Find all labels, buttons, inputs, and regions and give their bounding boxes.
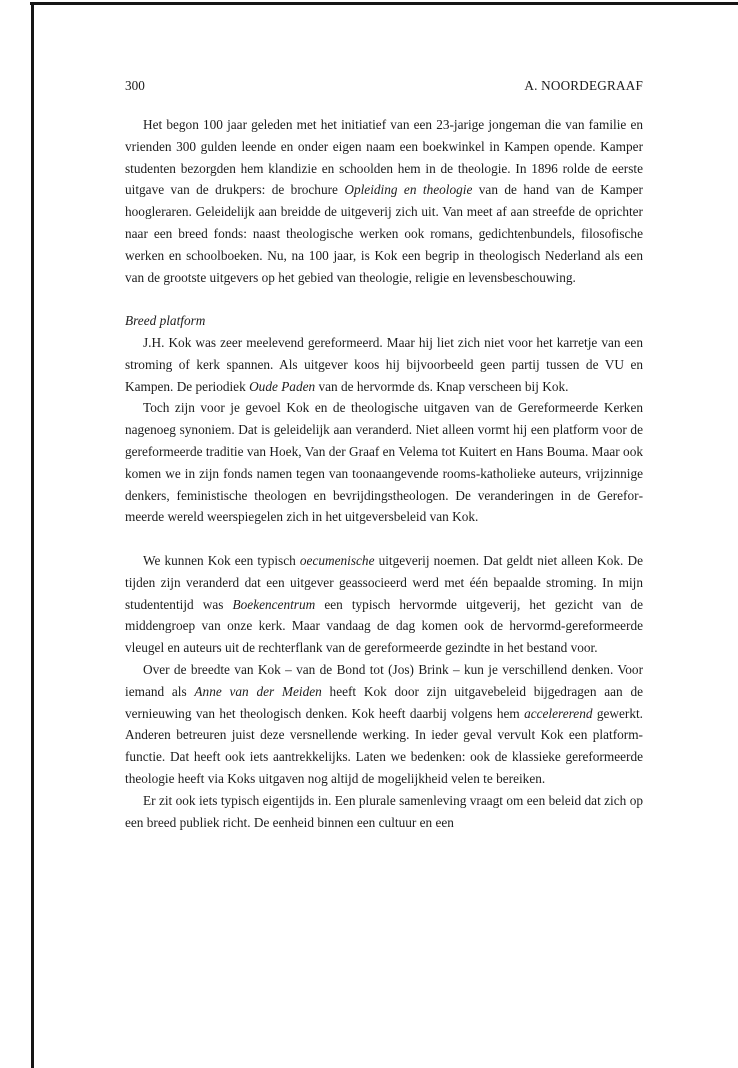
paragraph-4-text-c: een typisch hervormde uitgeverij, het gezicht van de middengroep van onze kerk. Maar vandaag de dag komen ook de hervormd-gereformeerde vleugel en auteurs uit de rechterflank van de gereformeerde gezindte in het bestand voor. — [125, 596, 643, 656]
publisher-name-boekencentrum: Boekencentrum — [232, 596, 316, 612]
paragraph-1-text: Het begon 100 jaar geleden met het initiatief van een 23-jarige jongeman die van familie en vrienden 300 gulden leende en onder eigen naam een boekwinkel in Kampen opende. Kamper studenten bezorgden hem klandizie en schoolden hem in de theologie. In 1896 rolde de eerste uitgave van de drukpers: de brochure — [125, 117, 643, 198]
paragraph-2 — [125, 332, 643, 397]
running-title: A. NOORDEGRAAF — [524, 78, 643, 93]
paragraph-6: Er zit ook iets typisch eigentijds in. Een plurale samenleving vraagt om een beleid dat zich op een breed publiek richt. De eenheid binnen een cultuur en een — [125, 792, 643, 830]
paragraph-3: Toch zijn voor je gevoel Kok en de theologische uitgaven van de Gereformeerde Kerken nagenoeg synoniem. Dat is geleidelijk aan veranderd. Niet alleen vormt hij een platform voor de gereformeerde traditie van Hoek, Van der Graaf en Velema tot Kuitert en Hans Bouma. Maar ook komen we in zijn fonds namen tegen van toonaangevende rooms-katholieke auteurs, vrijzinnige denkers, feministische theologen en bevrijdingstheologen. De veranderingen in de Gereformeerde wereld weerspiegelen zich in het uitgeversbeleid van Kok. — [125, 400, 643, 525]
paragraph-1-rest: van de hand van de Kamper hoogleraren. Geleidelijk aan breidde de uitgeverij zich uit. Van meet af aan streefde de oprichter naar een breed fonds: naast theologische werken ook romans, gedichtenbundels, filosofische werken en schoolboeken. Nu, na 100 jaar, is Kok een begrip in theologisch Nederland als een van de grootste uitgevers op het gebied van theologie, religie en levensbeschouwing. — [125, 182, 643, 285]
scan-edge-top — [30, 2, 738, 5]
periodical-title: Oude Paden — [249, 378, 316, 394]
paragraph-5-text-a: Over de breedte van Kok – van de Bond tot (Jos) Brink – kun je verschillend denken. Voor iemand als — [125, 661, 643, 699]
paragraph-4 — [125, 550, 643, 659]
body-text — [125, 114, 643, 833]
paragraph-5-text-b: heeft Kok door zijn uitgavebeleid bijgedragen aan de vernieuwing van het theologisch denken. Kok heeft daarbij volgens hem — [125, 683, 643, 721]
scan-edge-left — [31, 2, 34, 1068]
paragraph-4-text-a: We kunnen Kok een typisch — [143, 552, 300, 568]
paragraph-1 — [125, 114, 643, 288]
paragraph-2-text-a: J.H. Kok was zeer meelevend gereformeerd. Maar hij liet zich niet voor het karretje van een stroming of kerk spannen. Als uitgever koos hij bijvoorbeeld geen partij tussen de VU en Kampen. De periodiek — [125, 334, 643, 394]
paragraph-5-text-c: gewerkt. Anderen betreuren juist deze versnellende werking. In ieder geval vervult Kok een platform-functie. Dat heeft ook iets aantrekkelijks. Laten we bedenken: ook de klassieke gereformeerde theologie heeft via Koks uitgaven nog altijd de mogelijkheid velen te bereiken. — [125, 705, 643, 786]
person-name-anne-van-der-meiden: Anne van der Meiden — [194, 683, 322, 699]
emphasis-accelererend: accelererend — [524, 705, 593, 721]
page-number: 300 — [125, 78, 145, 93]
book-title-opleiding: Opleiding en theologie — [344, 182, 473, 198]
emphasis-oecumenische: oecumenische — [299, 552, 375, 568]
paragraph-4-text-b: uitgeverij noemen. Dat geldt niet alleen Kok. De tijden zijn veranderd dat een uitgever geassocieerd werd met één bepaalde stroming. In mijn studententijd was — [125, 552, 643, 612]
section-subheading: Breed platform — [125, 313, 206, 329]
paragraph-2-text-b: van de hervormde ds. Knap verscheen bij Kok. — [315, 378, 569, 394]
paragraph-5 — [125, 659, 643, 790]
